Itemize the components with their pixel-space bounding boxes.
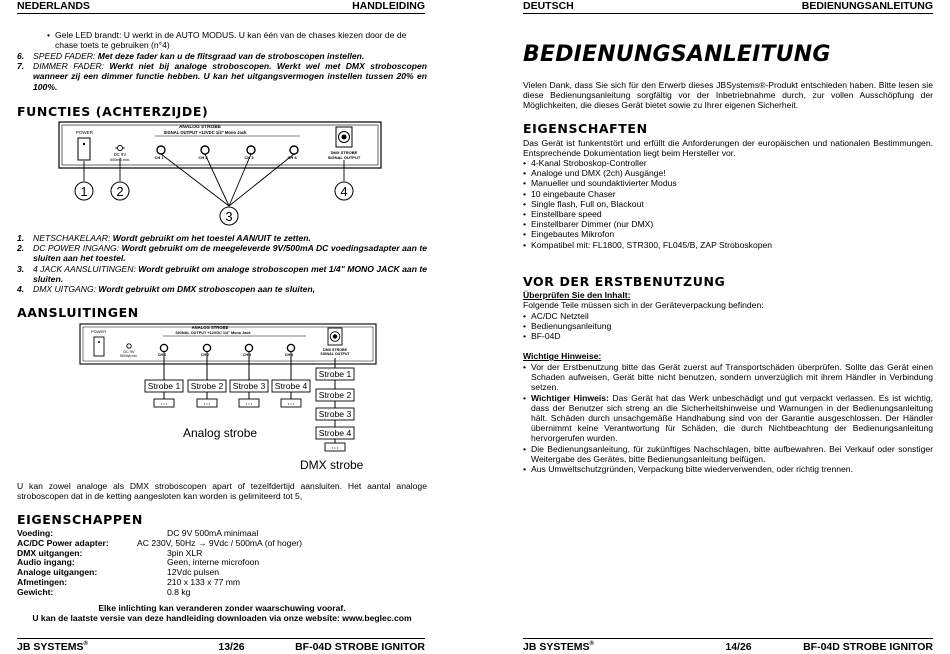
list-item: • Bedienungsanleitung — [523, 321, 933, 331]
left-footer-page: 13/26 — [218, 641, 245, 653]
table-row: Voeding: DC 9V 500mA minimaal — [17, 528, 259, 538]
callout-markers — [75, 182, 353, 225]
erstbenutzung-heading: VOR DER ERSTBENUTZUNG — [523, 274, 726, 289]
check-contents-text: Folgende Teile müssen sich in der Geräteverpackung befinden: — [523, 300, 764, 310]
list-item: • 10 eingebaute Chaser — [523, 189, 933, 199]
dmx-out-label-2: SIGNAL OUTPUT — [327, 155, 361, 160]
analog-strobe-2: Strobe 2 — [190, 381, 224, 391]
list-item: • BF-04D — [523, 331, 933, 341]
eigenschappen-heading: EIGENSCHAPPEN — [17, 512, 143, 527]
check-contents-title: Überprüfen Sie den Inhalt: — [523, 290, 631, 300]
svg-text:CH 3: CH 3 — [242, 353, 252, 357]
signal-output-label: SIGNAL OUTPUT +12VDC 1/4" Mono Jack — [163, 130, 247, 135]
left-footer-brand: JB SYSTEMS® — [17, 641, 88, 653]
conn-power-label: POWER — [91, 329, 107, 334]
callout-3: 3 — [225, 209, 233, 224]
list-item: • Kompatibel mit: FL1800, STR300, FL045/B, ZAP Stroboskopen — [523, 240, 933, 250]
dmx-strobe-4: Strobe 4 — [318, 428, 352, 438]
list-item: • Manueller und soundaktivierter Modus — [523, 178, 933, 188]
left-intro-bullet-list — [47, 30, 415, 50]
list-item: • Die Bedienungsanleitung, für zukünftiges Nachschlagen, bitte aufbewahren. Bei Verkauf oder sonstiger Weitergabe des Gerätes, bitte Bedienungsanleitung beifügen. — [523, 444, 933, 464]
left-page-header — [17, 0, 425, 14]
svg-text:• • •: • • • — [287, 401, 295, 406]
analog-strobe-3: Strobe 3 — [232, 381, 266, 391]
analog-strobe-4: Strobe 4 — [274, 381, 308, 391]
list-item: • Einstellbare speed — [523, 209, 933, 219]
callout-1: 1 — [80, 184, 88, 199]
functies-heading: FUNCTIES (ACHTERZIJDE) — [17, 104, 209, 119]
right-footer-model: BF-04D STROBE IGNITOR — [803, 641, 933, 653]
list-item: 4. DMX UITGANG: Wordt gebruikt om DMX stroboscopen aan te sluiten, — [17, 284, 316, 295]
svg-text:CH 4: CH 4 — [284, 353, 294, 357]
list-item: 3. 4 JACK AANSLUITINGEN: Wordt gebruikt om analoge stroboscopen met 1/4" MONO JACK aan te sluiten. — [17, 263, 427, 284]
list-item: • Einstellbarer Dimmer (nur DMX) — [523, 219, 933, 229]
power-label: POWER — [76, 130, 94, 135]
hints-title: Wichtige Hinweise: — [523, 351, 602, 361]
analog-strobe-label: ANALOG STROBE — [178, 125, 222, 130]
aansluitingen-text: U kan zowel analoge als DMX stroboscopen apart of tezelfdertijd aansluiten. Het aantal analoge stroboscopen dat in de ketting aangesloten kan worden is gelimiteerd tot 5, — [17, 481, 427, 502]
table-row: AC/DC Power adapter: AC 230V, 50Hz → 9Vdc / 500mA (of hoger) — [17, 537, 302, 548]
dc-label: DC 9V — [113, 152, 127, 157]
ch2-jack — [201, 146, 209, 154]
svg-text:• • •: • • • — [245, 401, 253, 406]
list-item: • Vor der Erstbenutzung bitte das Gerät zuerst auf Transportschäden überprüfen. Sollte das Gerät einen Schaden aufweisen, Gerät bitte nicht benutzen, sondern unverzüglich mit ihrem Händler in Verbindung setzen. — [523, 362, 933, 393]
analog-strobe-caption: Analog strobe — [183, 426, 258, 440]
list-item: 6. SPEED FADER: Met deze fader kan u de flitsgraad van de stroboscopen instellen. — [17, 51, 365, 61]
left-page-footer — [17, 638, 425, 654]
list-item: • 4-Kanal Stroboskop-Controller — [523, 158, 933, 168]
analog-chain-plugs — [154, 399, 301, 407]
power-switch — [78, 138, 90, 160]
notice-line-2: U kan de laatste versie van deze handleiding downloaden via onze website: www.beglec.com — [32, 613, 412, 623]
list-item: • Analoge und DMX (2ch) Ausgänge! — [523, 168, 933, 178]
callout-2: 2 — [116, 184, 124, 199]
dmx-strobe-1: Strobe 1 — [318, 369, 352, 379]
conn-dmx-label-2: SIGNAL OUTPUT — [320, 352, 350, 356]
list-item: • Gele LED brandt: U werkt in de AUTO MODUS. U kan één van de chases kiezen door de de chase toets te gebruiken (n°4) — [47, 30, 415, 50]
ch2-label: CH 2 — [198, 155, 208, 160]
dmx-strobe-3: Strobe 3 — [318, 409, 352, 419]
dc-input-jack — [118, 146, 123, 151]
list-item: • Aus Umweltschutzgründen, Verpackung bitte wiederverwenden, oder richtig trennen. — [523, 464, 933, 474]
right-header-language: DEUTSCH — [523, 0, 574, 12]
right-footer-brand: JB SYSTEMS® — [523, 641, 594, 653]
conn-signal-label: SIGNAL OUTPUT +12VDC 1/4" Mono Jack — [175, 331, 251, 335]
table-row: Analoge uitgangen: 12Vdc pulsen — [17, 567, 220, 578]
list-item: 2. DC POWER INGANG: Wordt gebruikt om de meegeleverde 9V/500mA DC voedingsadapter aan te sluiten aan het toestel. — [17, 243, 427, 264]
left-header-language: NEDERLANDS — [17, 0, 90, 12]
eigenschaften-heading: EIGENSCHAFTEN — [523, 121, 648, 136]
rear-panel-diagram — [55, 120, 385, 232]
list-item: 7. DIMMER FADER: Werkt niet bij analoge stroboscopen. Werkt wel met DMX stroboscopen wanneer zij een dimmer functie hebben. U kan het uitgangsvermogen instellen tussen 20% en 100%. — [17, 61, 427, 92]
eigenschaften-text: Das Gerät ist funkentstört und erfüllt die Anforderungen der europäischen und nationalen Bestimmungen. Entsprechende Dokumentation liegt beim Hersteller vor. — [523, 138, 933, 159]
dmx-out-label-1: DMX STROBE — [330, 150, 358, 155]
svg-text:• • •: • • • — [160, 401, 168, 406]
functies-items — [17, 233, 427, 294]
svg-text:CH 1: CH 1 — [157, 353, 167, 357]
conn-dc-label: DC 9V — [123, 350, 135, 354]
callout-4: 4 — [340, 184, 348, 199]
table-row: Gewicht: 0.8 kg — [17, 586, 191, 597]
conn-analog-label: ANALOG STROBE — [191, 325, 229, 330]
analog-strobe-boxes — [145, 380, 310, 392]
table-row: DMX uitgangen: 3pin XLR — [17, 547, 203, 558]
ch3-jack — [247, 146, 255, 154]
ch4-label: CH 4 — [287, 155, 297, 160]
right-page-title: BEDIENUNGSANLEITUNG — [523, 42, 831, 67]
package-contents-list — [523, 311, 933, 342]
table-row: Afmetingen: 210 x 133 x 77 mm — [17, 576, 241, 587]
conn-power-switch — [94, 337, 104, 356]
dmx-strobe-2: Strobe 2 — [318, 390, 352, 400]
list-item: • AC/DC Netzteil — [523, 311, 933, 321]
table-row: Audio ingang: Geen, interne microfoon — [17, 557, 260, 568]
dc-sub-label: 500mA min. — [109, 158, 131, 162]
analog-strobe-1: Strobe 1 — [147, 381, 181, 391]
list-item: • Eingebautes Mikrofon — [523, 229, 933, 239]
spec-table — [17, 529, 302, 598]
right-page-footer — [523, 638, 933, 654]
list-item: • Wichtiger Hinweis: Das Gerät hat das Werk unbeschädigt und gut verpackt verlassen. Es ist wichtig, dass der Benutzer sich streng an die Sicherheitshinweise und Warnungen in der Bedienungsanleitung hält. Schäden durch unsachgemäße Handhabung sind von der Garantie ausgeschlossen. Der Händler übernimmt keine Verantwortung für Schäden, die durch Nichtbeachtung der Bedienungsanleitung hervorgerufen wurden. — [523, 393, 933, 444]
hints-list — [523, 362, 933, 474]
ch1-jack — [157, 146, 165, 154]
ch1-label: CH 1 — [154, 155, 164, 160]
conn-dc-sub: 500mA min. — [120, 354, 138, 358]
dmx-strobe-caption: DMX strobe — [300, 458, 364, 472]
svg-text:• • •: • • • — [331, 445, 339, 450]
conn-dmx-label-1: DMX STROBE — [323, 348, 347, 352]
right-footer-page: 14/26 — [725, 641, 752, 653]
right-page-header — [523, 0, 933, 14]
left-fader-items — [17, 51, 427, 92]
aansluitingen-heading: AANSLUITINGEN — [17, 305, 139, 320]
right-header-doc-title: BEDIENUNGSANLEITUNG — [801, 0, 933, 12]
list-item: • Single flash, Full on, Blackout — [523, 199, 933, 209]
svg-text:CH 2: CH 2 — [200, 353, 210, 357]
left-header-doc-title: HANDLEIDING — [352, 0, 425, 12]
right-intro: Vielen Dank, dass Sie sich für den Erwerb dieses JBSystems®-Produkt entschieden haben. Bitte lesen sie diese Bedienungsanleitung sorgfältig vor der Inbetriebnahme durch, zur vollen Ausschöpfung der Möglichkeiten, die dieses Gerät bietet sowie zu Ihrer eigenen Sicherheit. — [523, 80, 933, 111]
feature-list — [523, 158, 933, 250]
notice-line-1: Elke inlichting kan veranderen zonder waarschuwing vooraf. — [98, 603, 346, 613]
left-footer-model: BF-04D STROBE IGNITOR — [295, 641, 425, 653]
list-item: 1. NETSCHAKELAAR: Wordt gebruikt om het toestel AAN/UIT te zetten. — [17, 233, 311, 243]
svg-text:• • •: • • • — [203, 401, 211, 406]
ch3-label: CH 3 — [244, 155, 254, 160]
ch4-jack — [290, 146, 298, 154]
connection-diagram — [78, 322, 378, 474]
